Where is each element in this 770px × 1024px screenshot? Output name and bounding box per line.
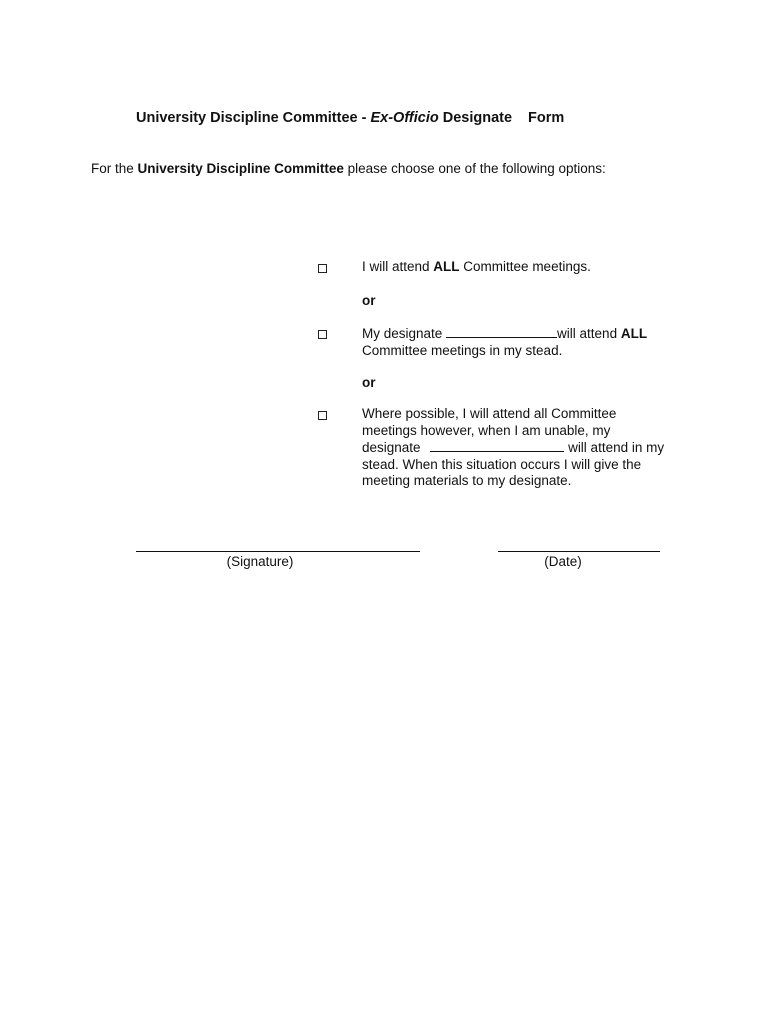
option-3-line-2: meetings however, when I am unable, my (362, 422, 611, 438)
option-2-line-1 (362, 325, 682, 343)
designate-blank-1[interactable] (446, 325, 557, 338)
intro-post: please choose one of the following options: (343, 161, 606, 176)
option-3-text (362, 406, 682, 490)
option-2-checkbox[interactable] (318, 330, 327, 339)
option-3-line-3-pre: designate (362, 440, 425, 455)
title-italic-text: Ex-Officio (370, 110, 439, 126)
intro-pre: For the (91, 161, 138, 176)
intro-text (91, 161, 606, 176)
option-2-line-2: Committee meetings in my stead. (362, 342, 563, 358)
option-1-checkbox[interactable] (318, 264, 327, 273)
signature-line[interactable] (136, 551, 420, 552)
date-label: (Date) (544, 554, 582, 569)
date-line[interactable] (498, 551, 660, 552)
option-3-line-3-post: will attend in my (564, 440, 665, 455)
option-2-mid: will attend (557, 326, 621, 341)
option-3-line-4: stead. When this situation occurs I will give the (362, 456, 642, 472)
title-designate-text: Designate (438, 110, 513, 126)
option-3-line-5: meeting materials to my designate. (362, 473, 572, 488)
option-1-text (362, 259, 682, 276)
option-3-line-3 (362, 439, 682, 457)
separator-or-2: or (362, 375, 376, 390)
option-3-line-1: Where possible, I will attend all Committee (362, 406, 617, 421)
option-1-bold: ALL (433, 259, 460, 274)
separator-or-1: or (362, 293, 376, 308)
option-3-checkbox[interactable] (318, 411, 327, 420)
form-title (136, 110, 564, 126)
option-1-pre: I will attend (362, 259, 434, 274)
option-2-pre: My designate (362, 326, 447, 341)
option-2-bold: ALL (620, 326, 648, 341)
title-form-text: Form (528, 110, 565, 126)
designate-blank-2[interactable] (430, 439, 564, 452)
signature-label: (Signature) (226, 554, 294, 569)
option-2-text (362, 325, 682, 359)
intro-committee-name: University Discipline Committee (137, 161, 344, 176)
option-1-post: Committee meetings. (459, 259, 591, 274)
title-text: University Discipline Committee - (136, 110, 371, 126)
